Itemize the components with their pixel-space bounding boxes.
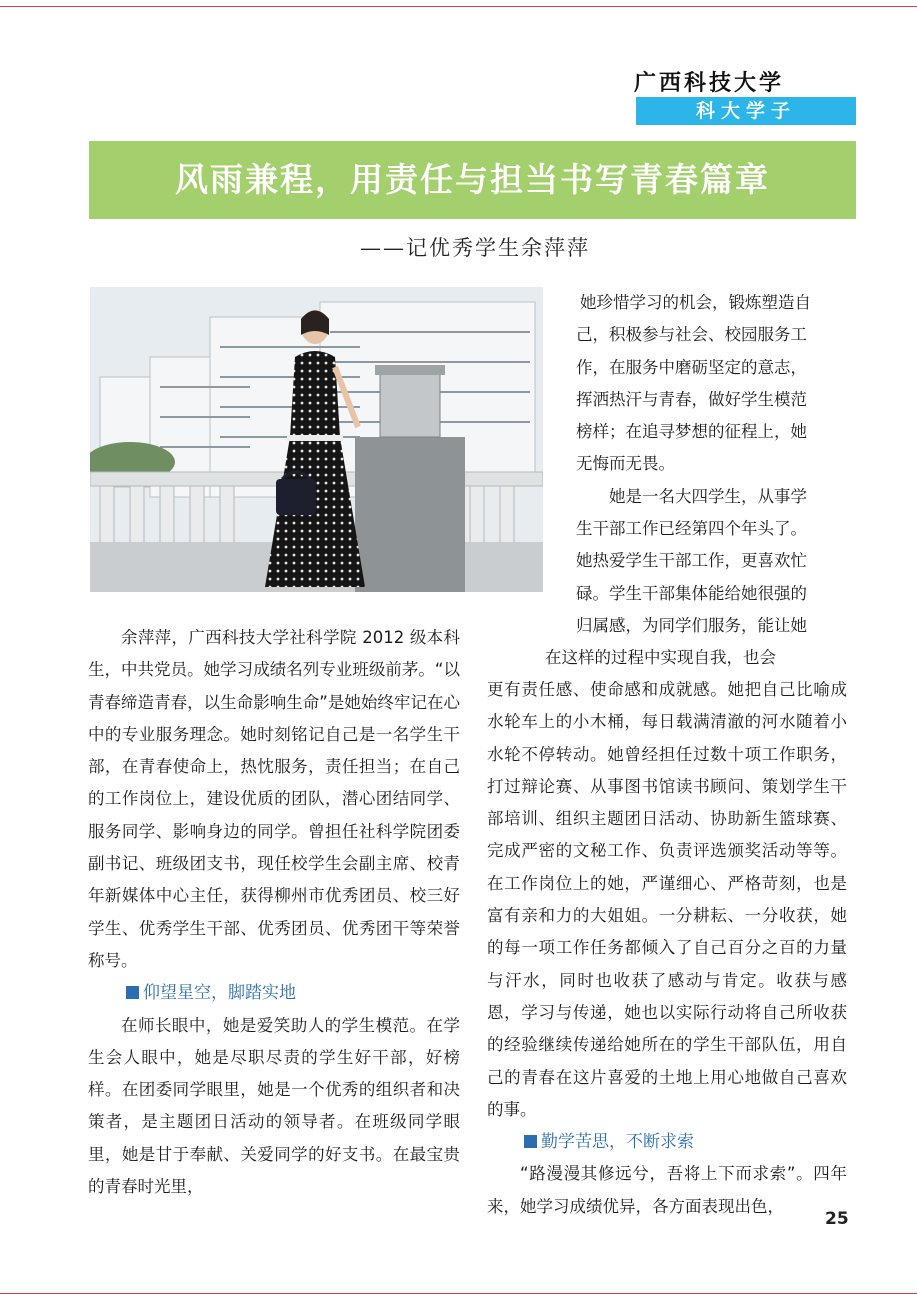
- section-heading-text: 勤学苦思，不断求索: [541, 1132, 694, 1153]
- study-paragraph: “路漫漫其修远兮，吾将上下而求索”。四年来，她学习成绩优异，各方面表现出色，: [487, 1164, 847, 1216]
- bottom-trim-line: [0, 1293, 917, 1294]
- university-name: 广西科技大学: [634, 71, 785, 96]
- work-paragraph: 更有责任感、使命感和成就感。她把自己比喻成水轮车上的小木桶，每日载满清澈的河水随着小水轮不停转动。她曾经担任过数十项工作职务，打过辩论赛、从事图书馆读书顾问、策划学生干部培训、组织主题团日活动、协助新生篮球赛、完成严密的文秘工作、负责评选颁奖活动等等。在工作岗位上的她，严谨细心、严格苛刻，也是富有亲和力的大姐姐。一分耕耘、一分收获，她的每一项工作任务都倾入了自己百分之百的力量与汗水，同时也收获了感动与肯定。收获与感恩，学习与传递，她也以实际行动将自己所收获的经验继续传递给她所在的学生干部队伍，用自己的青春在这片喜爱的土地上用心地做自己喜欢的事。: [487, 680, 847, 1119]
- top-trim-line: [0, 6, 917, 7]
- portrait-photo-illustration: [90, 287, 543, 592]
- right-intro-line: 榜样；在追寻梦想的征程上，她: [576, 422, 807, 442]
- right-intro-last-line: 在这样的过程中实现自我，也会: [545, 648, 776, 667]
- right-intro-line: 生干部工作已经第四个年头了。: [576, 519, 807, 539]
- right-intro-line: 归属感，为同学们服务，能让她: [576, 615, 807, 635]
- section-tag: 科大学子: [636, 97, 856, 125]
- left-column: [88, 622, 460, 1203]
- intro-paragraph: 余萍萍，广西科技大学社科学院 2012 级本科生，中共党员。她学习成绩名列专业班级前茅。“以青春缔造青春，以生命影响生命”是她始终牢记在心中的专业服务理念。她时刻铭记自己是一名学生干部，在青春使命上，热忱服务，责任担当；在自己的工作岗位上，建设优质的团队，潜心团结同学、服务同学、影响身边的同学。曾担任社科学院团委副书记、班级团支书，现任校学生会副主席、校青年新媒体中心主任，获得柳州市优秀团员、校三好学生、优秀学生干部、优秀团员、优秀团干等荣誉称号。: [88, 628, 460, 970]
- section-heading-text: 仰望星空，脚踏实地: [143, 983, 296, 1004]
- page-number: 25: [825, 1209, 849, 1229]
- right-intro-line: 她珍惜学习的机会，锻炼塑造自: [580, 293, 811, 312]
- role-model-paragraph: 在师长眼中，她是爱笑助人的学生模范。在学生会人眼中，她是尽职尽责的学生好干部，好榜样。在团委同学眼里，她是一个优秀的组织者和决策者，是主题团日活动的领导者。在班级同学眼里，她是甘于奉献、关爱同学的好支书。在最宝贵的青春时光里，: [88, 1015, 460, 1197]
- title-band: [89, 141, 856, 219]
- article-subtitle: ——记优秀学生余萍萍: [360, 236, 590, 260]
- section-heading-stars: [88, 977, 460, 1009]
- right-intro-line: 碌。学生干部集体能给她很强的: [576, 583, 807, 603]
- right-intro-line: 她是一名大四学生，从事学: [609, 486, 807, 506]
- section-heading-study: [487, 1126, 847, 1158]
- right-intro-line: 己，积极参与社会、校园服务工: [576, 325, 807, 345]
- article-title: 风雨兼程，用责任与担当书写青春篇章: [175, 160, 770, 199]
- right-intro-block: [576, 287, 846, 642]
- portrait-photo: [90, 287, 543, 592]
- right-intro-line: 挥洒热汗与青春，做好学生模范: [576, 389, 807, 409]
- square-bullet-icon: [126, 986, 139, 999]
- right-intro-line: 无悔而无畏。: [576, 454, 675, 474]
- right-intro-line: 作，在服务中磨砺坚定的意志，: [576, 357, 807, 377]
- right-column: [487, 674, 847, 1223]
- right-intro-line: 她热爱学生干部工作，更喜欢忙: [576, 551, 807, 571]
- square-bullet-icon: [524, 1135, 537, 1148]
